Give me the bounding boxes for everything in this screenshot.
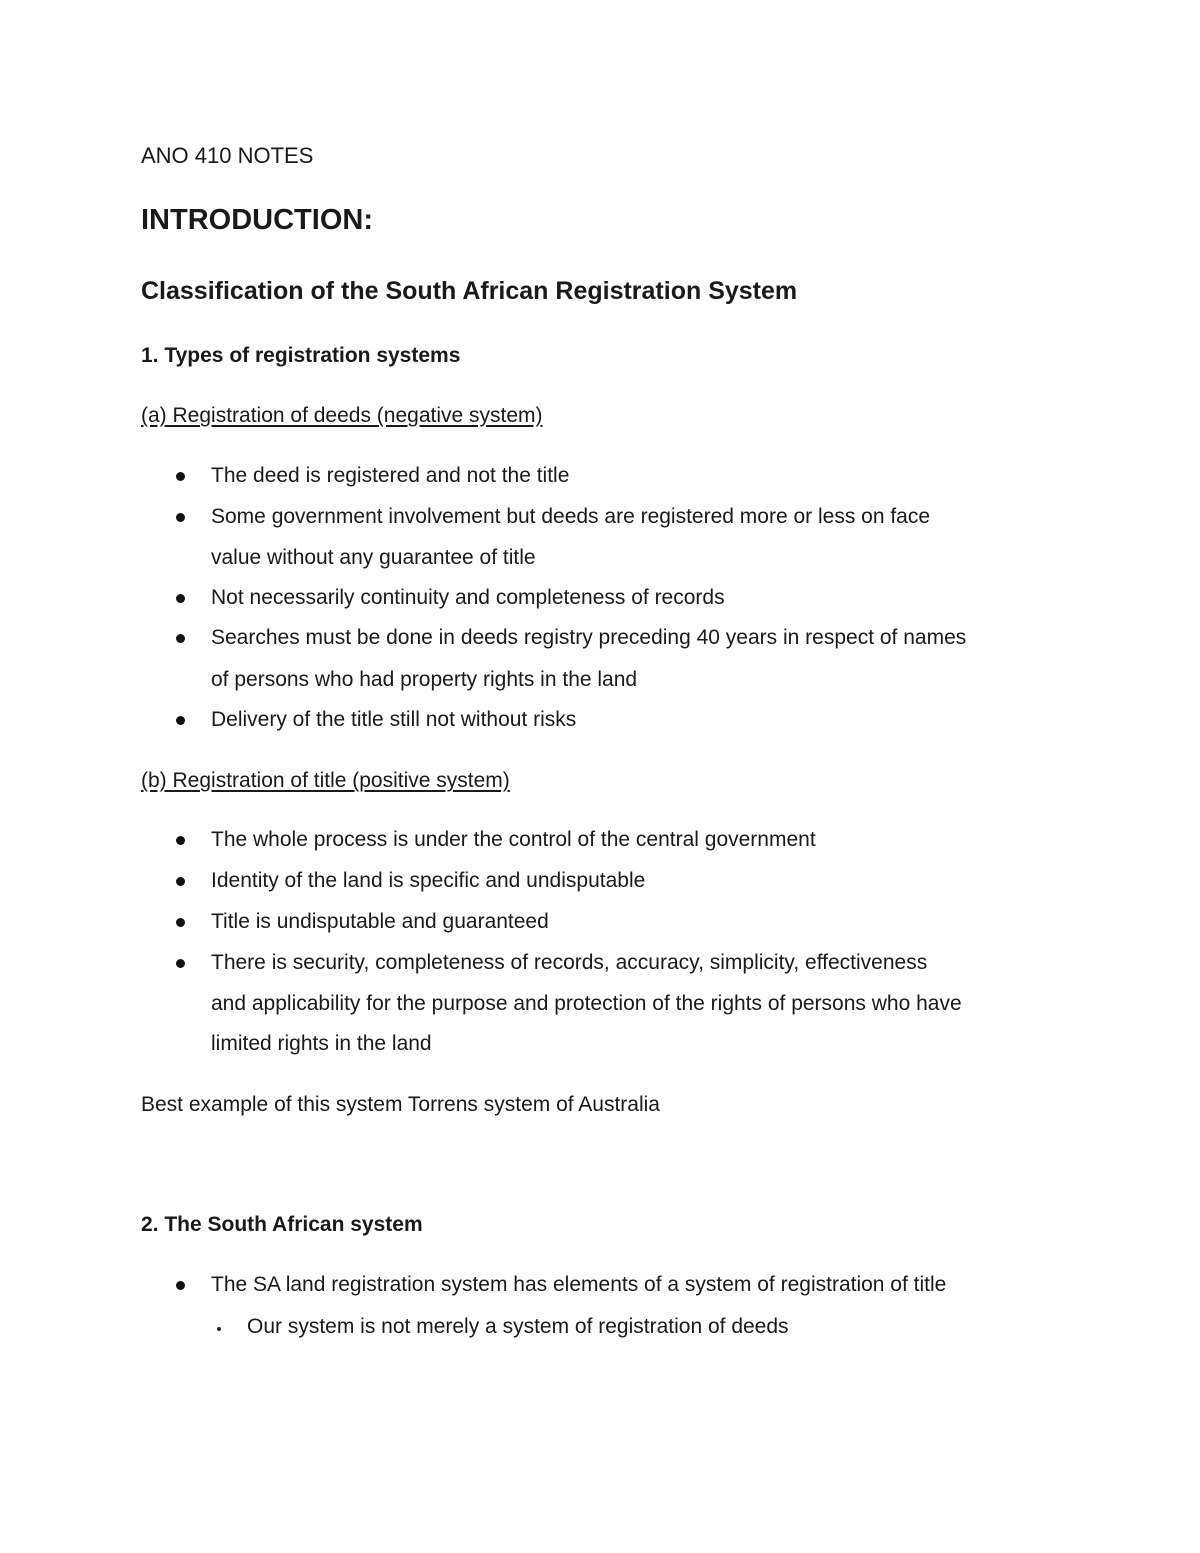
list-item: Some government involvement but deeds are registered more or less on face — [211, 505, 931, 528]
section-1-title: 1. Types of registration systems — [141, 344, 461, 367]
list-item: The deed is registered and not the title — [211, 464, 570, 487]
bullet-icon — [176, 877, 185, 886]
bullet-icon — [176, 836, 185, 845]
document-subtitle: Classification of the South African Registration System — [141, 277, 798, 305]
course-label: ANO 410 NOTES — [141, 143, 314, 168]
list-item-continuation: of persons who had property rights in the land — [211, 668, 638, 691]
list-item-continuation: and applicability for the purpose and protection of the rights of persons who have — [211, 992, 962, 1015]
subsection-a-heading: (a) Registration of deeds (negative system) — [141, 404, 543, 427]
list-item: Title is undisputable and guaranteed — [211, 910, 549, 933]
bullet-icon — [176, 634, 185, 643]
example-paragraph: Best example of this system Torrens system of Australia — [141, 1093, 660, 1116]
list-item-continuation: limited rights in the land — [211, 1032, 432, 1055]
bullet-icon — [176, 959, 185, 968]
bullet-icon — [176, 594, 185, 603]
subsection-b-heading: (b) Registration of title (positive system) — [141, 769, 510, 792]
list-item: There is security, completeness of records, accuracy, simplicity, effectiveness — [211, 951, 928, 974]
bullet-icon — [176, 716, 185, 725]
sub-bullet-icon — [217, 1327, 221, 1331]
list-item: Not necessarily continuity and completeness of records — [211, 586, 725, 609]
bullet-icon — [176, 513, 185, 522]
list-item: Searches must be done in deeds registry preceding 40 years in respect of names — [211, 626, 967, 649]
sub-list-item: Our system is not merely a system of registration of deeds — [247, 1315, 789, 1338]
list-item-continuation: value without any guarantee of title — [211, 546, 536, 569]
list-item: Delivery of the title still not without risks — [211, 708, 577, 731]
list-item: Identity of the land is specific and undisputable — [211, 869, 646, 892]
bullet-icon — [176, 472, 185, 481]
list-item: The whole process is under the control of the central government — [211, 828, 816, 851]
bullet-icon — [176, 1281, 185, 1290]
list-item: The SA land registration system has elements of a system of registration of title — [211, 1273, 947, 1296]
section-2-title: 2. The South African system — [141, 1213, 423, 1236]
introduction-heading: INTRODUCTION: — [141, 204, 373, 236]
bullet-icon — [176, 918, 185, 927]
